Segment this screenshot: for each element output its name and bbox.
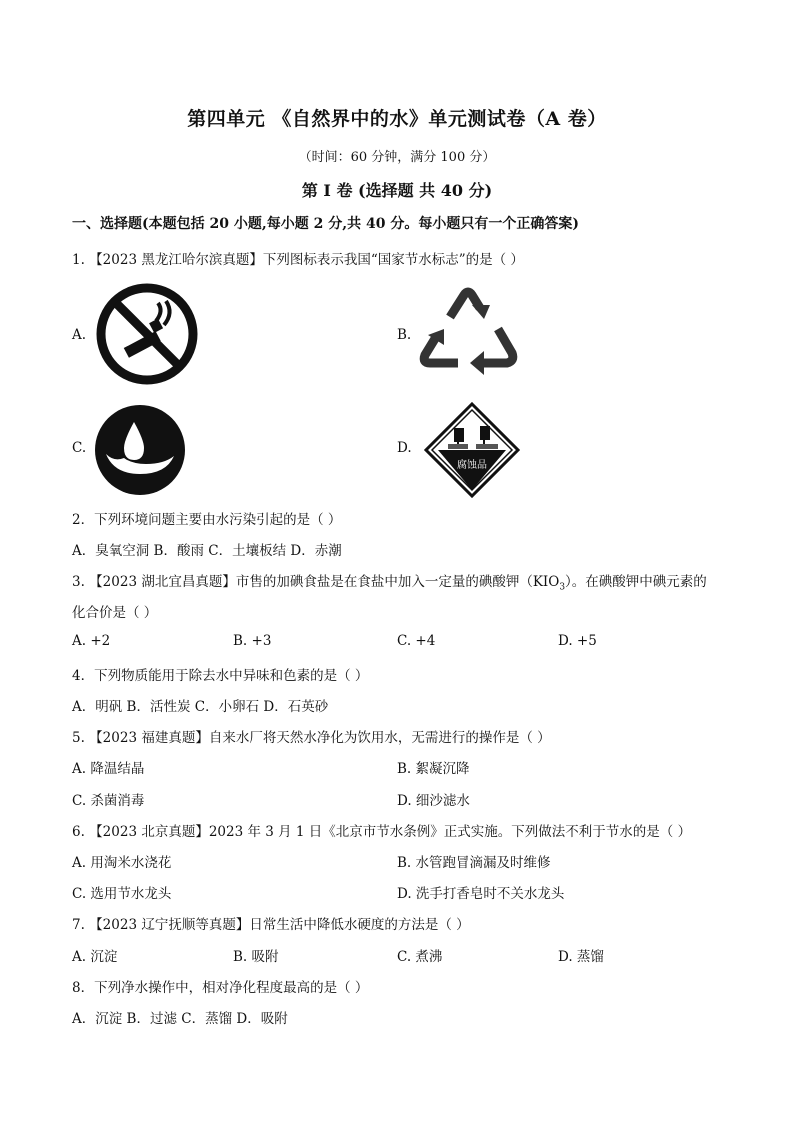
recycle-icon — [414, 283, 522, 385]
q3-stem-part1: 3. 【2023 湖北宜昌真题】市售的加碘食盐是在食盐中加入一定量的碘酸钾（KIO — [72, 574, 560, 590]
question-2-options: A．臭氧空洞 B．酸雨 C．土壤板结 D．赤潮 — [72, 543, 342, 559]
question-5-stem: 5. 【2023 福建真题】自来水厂将天然水净化为饮用水，无需进行的操作是（ ） — [72, 730, 551, 746]
q5-option-b: B. 絮凝沉降 — [397, 761, 470, 777]
question-2-stem: 2．下列环境问题主要由水污染引起的是（ ） — [72, 512, 342, 528]
water-saving-icon — [94, 404, 186, 496]
q3-option-c: C. +4 — [397, 633, 436, 649]
corrosive-label: 腐蚀品 — [457, 460, 487, 471]
corrosive-icon — [424, 402, 520, 498]
q7-option-a: A. 沉淀 — [72, 949, 118, 965]
question-8-stem: 8．下列净水操作中，相对净化程度最高的是（ ） — [72, 980, 369, 996]
q6-option-c: C. 选用节水龙头 — [72, 886, 172, 902]
q1-option-c-label: C. — [72, 440, 87, 456]
q5-option-c: C. 杀菌消毒 — [72, 793, 145, 809]
q5-option-a: A. 降温结晶 — [72, 761, 145, 777]
question-4-options: A．明矾 B．活性炭 C．小卵石 D．石英砂 — [72, 699, 329, 715]
question-6-stem: 6. 【2023 北京真题】2023 年 3 月 1 日《北京市节水条例》正式实施。下列做法不利于节水的是（ ） — [72, 824, 692, 840]
question-1-stem: 1. 【2023 黑龙江哈尔滨真题】下列图标表示我国“国家节水标志”的是（ ） — [72, 252, 524, 268]
q3-option-d: D. +5 — [558, 633, 597, 649]
exam-subtitle: （时间：60 分钟，满分 100 分） — [298, 150, 496, 165]
q3-option-a: A. +2 — [72, 633, 111, 649]
q3-stem-part2: ）。在碘酸钾中碘元素的 — [565, 574, 707, 590]
page-title: 第四单元 《自然界中的水》单元测试卷（A 卷） — [187, 108, 607, 130]
question-4-stem: 4．下列物质能用于除去水中异味和色素的是（ ） — [72, 668, 369, 684]
q7-option-c: C. 煮沸 — [397, 949, 443, 965]
q6-option-a: A. 用淘米水浇花 — [72, 855, 172, 871]
q1-option-a-label: A. — [72, 327, 87, 343]
q6-option-b: B. 水管跑冒滴漏及时维修 — [397, 855, 551, 871]
q6-option-d: D. 洗手打香皂时不关水龙头 — [397, 886, 565, 902]
q3-option-b: B. +3 — [233, 633, 272, 649]
section-heading: 第 I 卷 (选择题 共 40 分) — [301, 181, 493, 200]
q3-subscript: 3 — [559, 582, 566, 593]
q7-option-d: D. 蒸馏 — [558, 949, 604, 965]
question-3-stem-line2: 化合价是（ ） — [72, 605, 158, 621]
question-3-stem — [72, 570, 707, 593]
q5-option-d: D. 细沙滤水 — [397, 793, 470, 809]
section-instruction: 一、选择题(本题包括 20 小题,每小题 2 分,共 40 分。每小题只有一个正确答案) — [72, 216, 579, 232]
q7-option-b: B. 吸附 — [233, 949, 279, 965]
question-7-stem: 7. 【2023 辽宁抚顺等真题】日常生活中降低水硬度的方法是（ ） — [72, 917, 470, 933]
q1-option-d-label: D. — [397, 440, 412, 456]
question-8-options: A．沉淀 B．过滤 C．蒸馏 D．吸附 — [72, 1011, 288, 1027]
q1-option-b-label: B. — [397, 327, 412, 343]
no-smoking-icon — [94, 281, 200, 387]
